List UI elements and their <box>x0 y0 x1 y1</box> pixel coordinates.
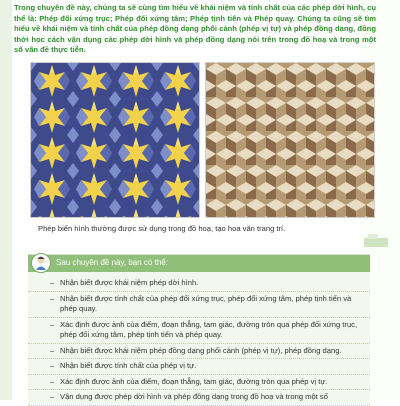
outcome-item <box>28 318 370 344</box>
mascot-icon <box>31 252 51 274</box>
star-tessellation-icon <box>31 63 199 217</box>
dash-bullet: – <box>50 278 55 287</box>
learning-outcomes-list <box>28 276 370 406</box>
dash-bullet: – <box>50 345 55 355</box>
outcome-text: Nhận biết được khái niệm phép dời hình. <box>60 278 199 287</box>
outcome-text: Xác định được ảnh của điểm, đoạn thẳng, tam giác, đường tròn qua phép vị tự. <box>60 376 328 386</box>
dash-bullet: – <box>50 376 55 386</box>
learning-outcomes-header <box>28 255 370 272</box>
star-tessellation-figure <box>30 62 200 218</box>
dash-bullet: – <box>50 319 55 329</box>
outcome-text: Vận dụng được phép dời hình và phép đồng dạng trong đồ hoạ và trong một số <box>60 392 328 401</box>
cube-tessellation-icon <box>206 63 374 217</box>
outcome-text: Nhận biết được khái niệm phép đồng dạng phối cảnh (phép vị tự), phép đồng dạng. <box>60 345 342 355</box>
outcome-text: Nhận biết được tính chất của phép đối xứng trục, phép đối xứng tâm, phép tịnh tiến và phép quay. <box>60 293 352 313</box>
left-margin-strip <box>0 0 12 400</box>
learning-outcomes-box <box>28 254 370 405</box>
outcome-text: Nhận biết được tính chất của phép vị tự. <box>60 361 197 370</box>
outcome-text: Xác định được ảnh của điểm, đoạn thẳng, tam giác, đường tròn qua phép đối xứng trục, phép đối xứng tâm, phép tịnh tiến và phép quay. <box>60 319 358 339</box>
dash-bullet: – <box>50 293 55 303</box>
outcome-item <box>28 375 370 391</box>
dash-bullet: – <box>50 361 55 370</box>
outcome-item <box>28 276 370 292</box>
figure-caption: Phép biến hình thường được sử dụng trong đồ hoạ, tạo hoa văn trang trí. <box>38 224 286 233</box>
cube-tessellation-figure <box>205 62 375 218</box>
outcome-item <box>28 390 370 406</box>
margin-decoration-icon <box>362 232 390 250</box>
outcome-item <box>28 292 370 318</box>
dash-bullet: – <box>50 392 55 401</box>
outcome-item <box>28 344 370 360</box>
learning-outcomes-title: Sau chuyên đề này, bạn có thể: <box>56 258 168 267</box>
outcome-item <box>28 359 370 375</box>
intro-paragraph: Trong chuyên đề này, chúng ta sẽ cùng tìm hiểu về khái niệm và tính chất của các phép dời hình, cụ thể là: Phép đối xứng trục; Phép đối xứng tâm; Phép tịnh tiến và Phép quay. Chúng ta cũng sẽ tìm hiểu về khái niệm và tính chất của phép đồng dạng phối cảnh (phép vị tự) và phép đồng dạng, đồng thời học cách vận dụng các phép dời hình và phép đồng dạng nói trên trong đồ hoạ và trong một số vấn đề thực tiễn. <box>14 3 376 55</box>
